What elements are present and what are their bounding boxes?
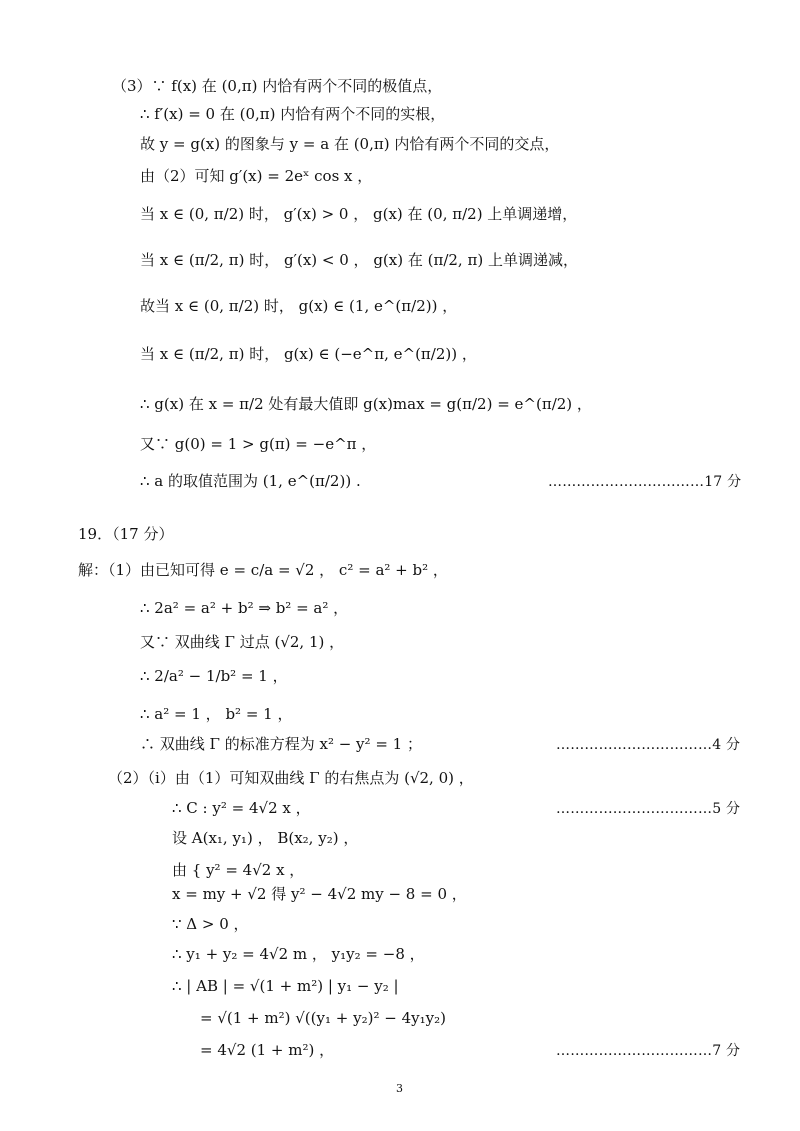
- page-number: 3: [396, 1082, 403, 1095]
- q19-line-2: ∴ 2a² = a² + b² ⇒ b² = a² ，: [140, 599, 349, 617]
- q19-part2-line-5: ∵ Δ > 0 ，: [172, 915, 249, 933]
- q19-system-line-2: x = my + √2 得 y² − 4√2 my − 8 = 0 ，: [172, 885, 467, 903]
- score-17: ……………………………17 分: [548, 474, 742, 490]
- score-5: ……………………………5 分: [556, 801, 741, 817]
- part3-line-3: 故 y = g(x) 的图象与 y = a 在 (0,π) 内恰有两个不同的交点，: [140, 135, 560, 153]
- score-7: ……………………………7 分: [556, 1043, 741, 1059]
- question-19-header: 19．（17 分）: [78, 525, 174, 543]
- q19-part2-line-3: 设 A(x₁, y₁) ， B(x₂, y₂) ，: [172, 829, 359, 847]
- q19-part2-line-6: ∴ y₁ + y₂ = 4√2 m ， y₁y₂ = −8 ，: [172, 945, 425, 963]
- part3-line-6: 当 x ∈ (π/2, π) 时， g′(x) < 0 ， g(x) 在 (π/2, π) 上单调递减，: [140, 251, 578, 269]
- part3-line-5: 当 x ∈ (0, π/2) 时， g′(x) > 0 ， g(x) 在 (0, π/2) 上单调递增，: [140, 205, 578, 223]
- q19-part2-line-7: ∴ | AB | = √(1 + m²) | y₁ − y₂ |: [172, 977, 399, 995]
- part3-line-11: ∴ a 的取值范围为 (1, e^(π/2)) .: [140, 472, 361, 490]
- part3-line-9: ∴ g(x) 在 x = π/2 处有最大值即 g(x)max = g(π/2) = e^(π/2) ，: [140, 395, 592, 413]
- q19-line-5: ∴ a² = 1 ， b² = 1 ，: [140, 705, 293, 723]
- q19-part2-line-2: ∴ C : y² = 4√2 x ，: [172, 799, 311, 817]
- q19-part2-line-9: = 4√2 (1 + m²) ，: [200, 1041, 335, 1059]
- part3-line-8: 当 x ∈ (π/2, π) 时， g(x) ∈ (−e^π, e^(π/2)) ，: [140, 345, 477, 363]
- q19-part2-line-1: （2）（ⅰ）由（1）可知双曲线 Γ 的右焦点为 (√2, 0) ，: [108, 769, 474, 787]
- q19-line-4: ∴ 2/a² − 1/b² = 1 ，: [140, 667, 288, 685]
- q19-system-line-1: 由 { y² = 4√2 x ，: [172, 861, 305, 879]
- q19-line-1: 解：（1）由已知可得 e = c/a = √2 ， c² = a² + b² ，: [78, 561, 448, 579]
- part3-line-1: （3）∵ f(x) 在 (0,π) 内恰有两个不同的极值点，: [112, 77, 443, 95]
- q19-part2-line-8: = √(1 + m²) √((y₁ + y₂)² − 4y₁y₂): [200, 1009, 446, 1027]
- q19-line-6: ∴ 双曲线 Γ 的标准方程为 x² − y² = 1 ；: [140, 735, 422, 753]
- score-4: ……………………………4 分: [556, 737, 741, 753]
- part3-line-4: 由（2）可知 g′(x) = 2eˣ cos x ，: [140, 167, 373, 185]
- part3-line-2: ∴ f′(x) = 0 在 (0,π) 内恰有两个不同的实根，: [140, 105, 446, 123]
- part3-line-7: 故当 x ∈ (0, π/2) 时， g(x) ∈ (1, e^(π/2)) ，: [140, 297, 458, 315]
- q19-line-3: 又∵ 双曲线 Γ 过点 (√2, 1) ，: [140, 633, 345, 651]
- part3-line-10: 又∵ g(0) = 1 > g(π) = −e^π ，: [140, 435, 377, 453]
